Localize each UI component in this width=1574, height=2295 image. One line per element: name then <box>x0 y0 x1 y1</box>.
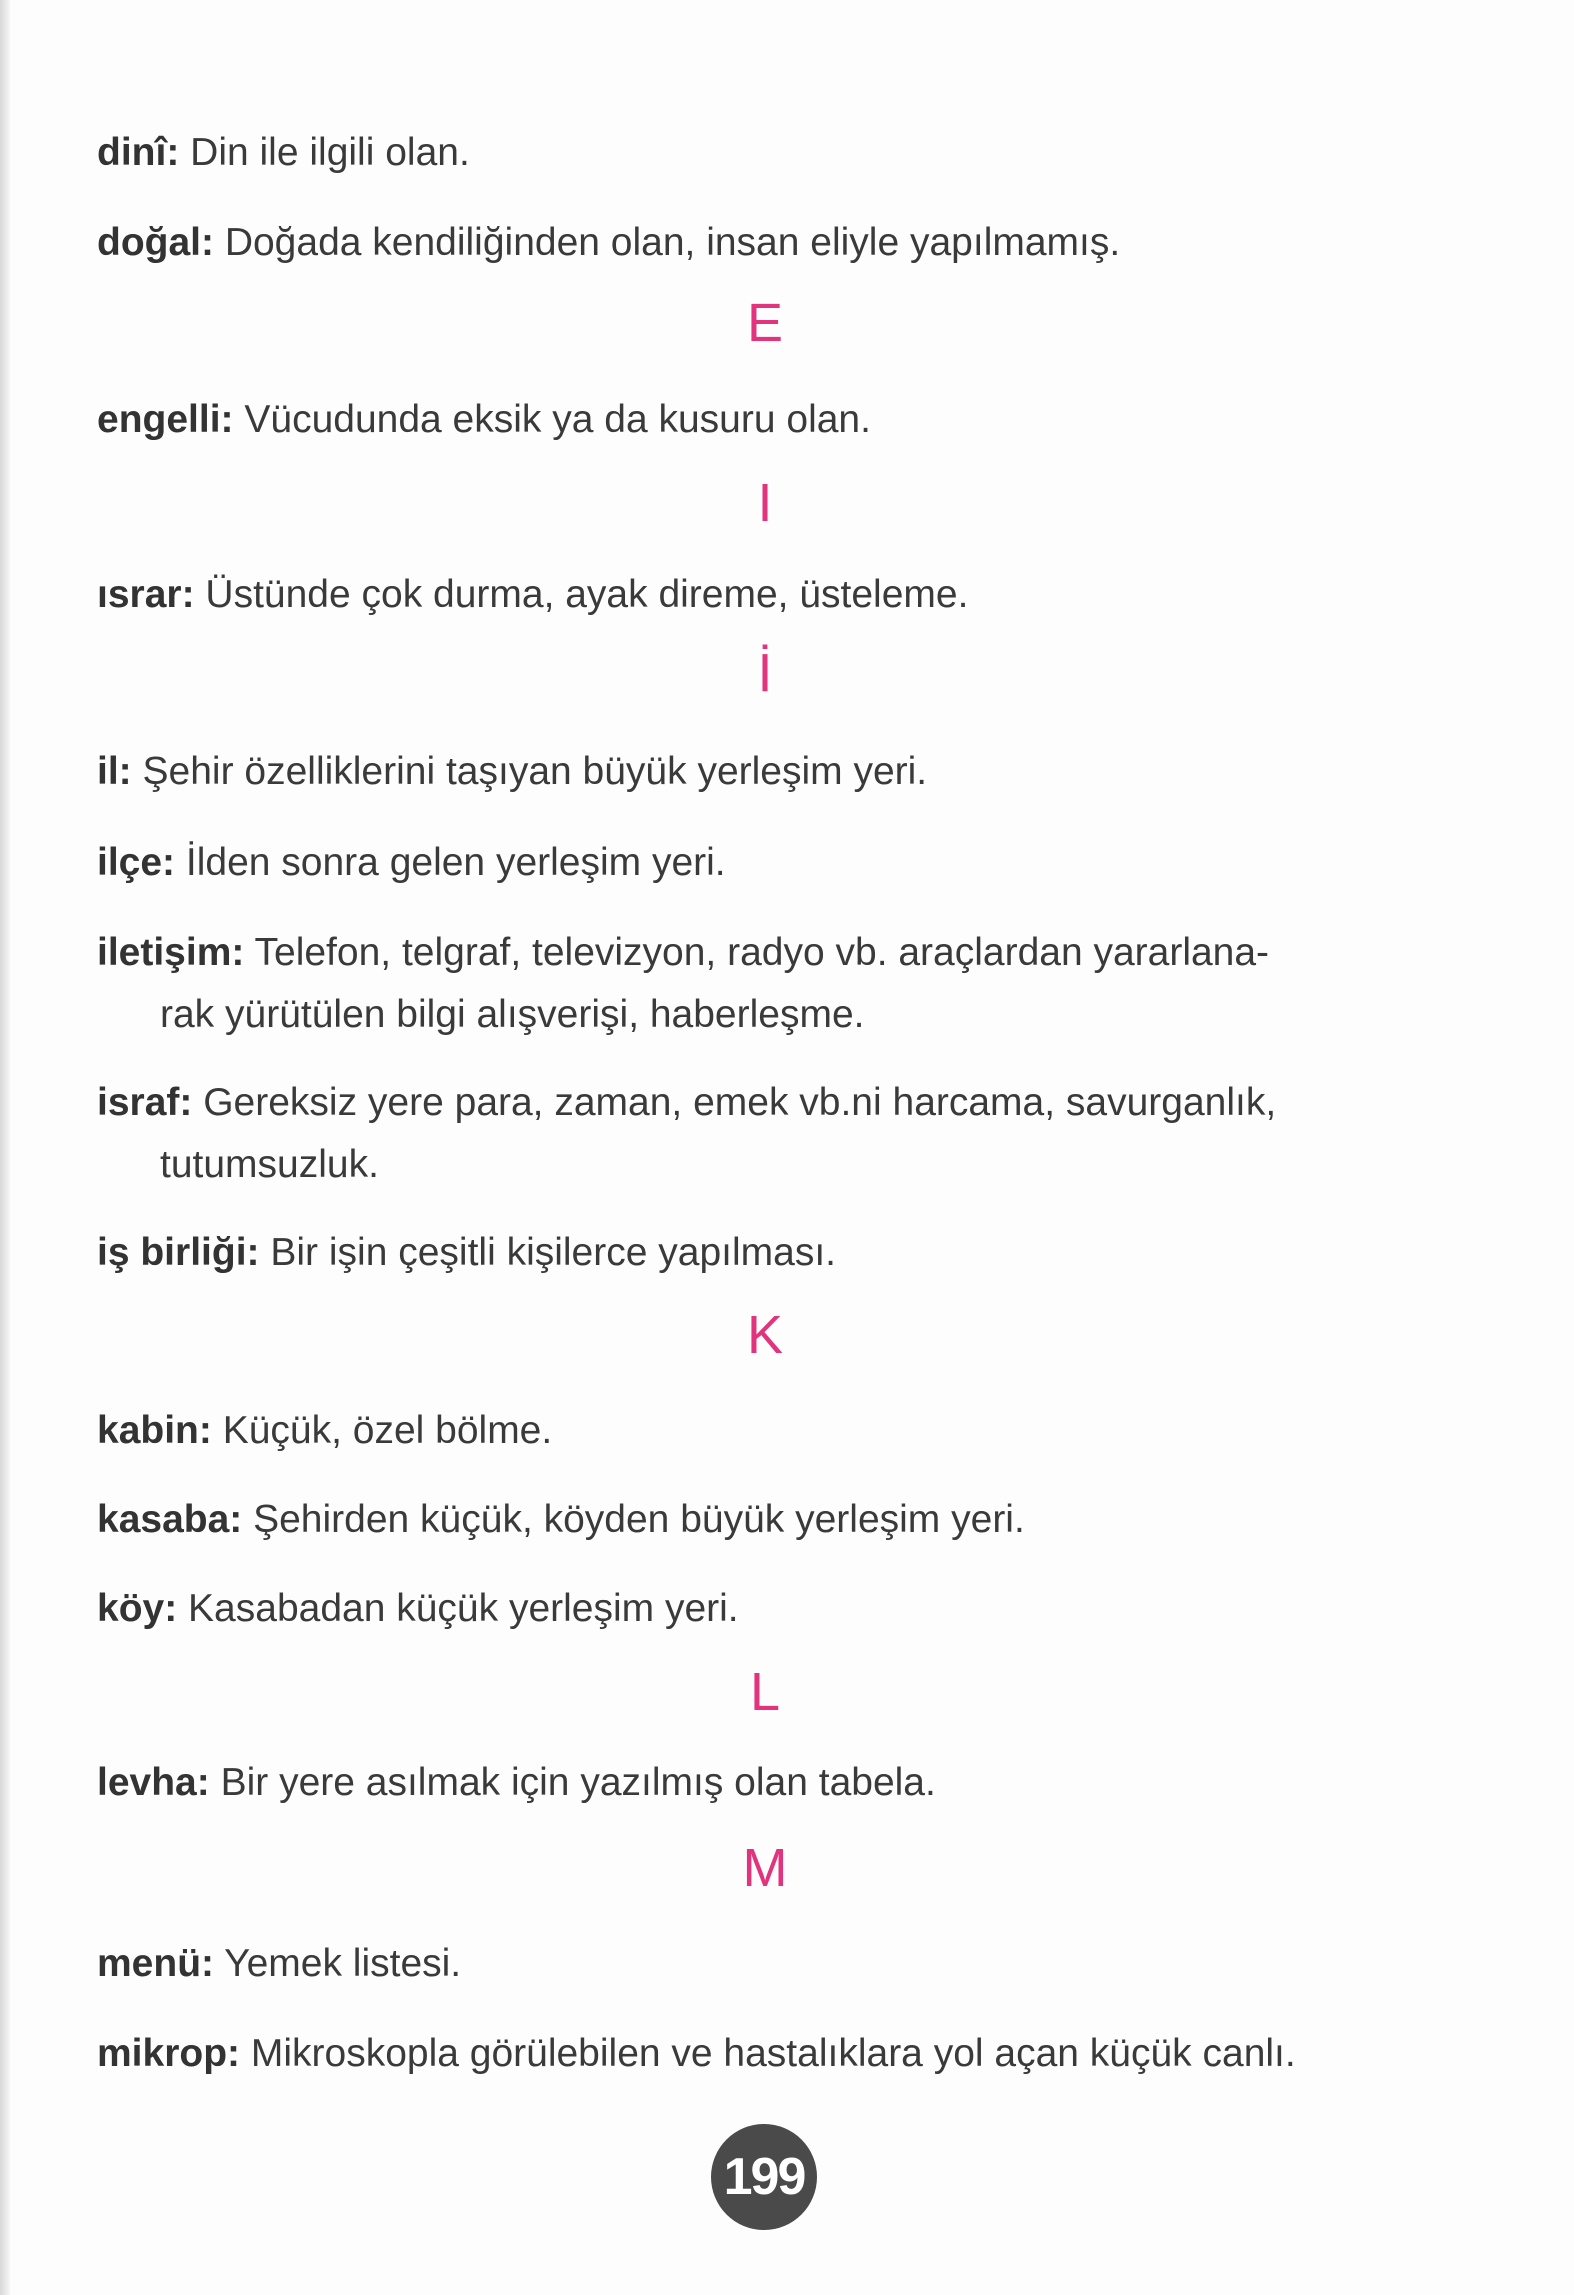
entry-term: israf: <box>97 1081 193 1124</box>
entry-definition: Bir işin çeşitli kişilerce yapılması. <box>270 1231 836 1274</box>
entry-definition: İlden sonra gelen yerleşim yeri. <box>185 841 726 884</box>
entry-definition: Şehir özelliklerini taşıyan büyük yerleşim yeri. <box>142 750 928 793</box>
entry-term: il: <box>97 750 132 793</box>
page-edge-shadow <box>0 0 10 2295</box>
entry-term: menü: <box>97 1942 214 1985</box>
glossary-entry <box>97 389 1437 451</box>
glossary-entry <box>97 122 1437 184</box>
entry-definition: Telefon, telgraf, televizyon, radyo vb. araçlardan yararlana- <box>254 931 1270 974</box>
section-letter: I <box>757 473 773 533</box>
glossary-entry <box>97 1578 1437 1640</box>
entry-definition: Üstünde çok durma, ayak direme, üsteleme. <box>205 573 969 616</box>
glossary-entry <box>97 741 1437 803</box>
entry-definition: Doğada kendiliğinden olan, insan eliyle yapılmamış. <box>224 221 1121 264</box>
entry-term: ısrar: <box>97 573 195 616</box>
glossary-entry <box>97 922 1437 1046</box>
glossary-entry <box>97 212 1437 274</box>
entry-definition: Din ile ilgili olan. <box>190 131 470 174</box>
entry-term: engelli: <box>97 398 234 441</box>
glossary-entry <box>97 1400 1437 1462</box>
entry-term: doğal: <box>97 221 214 264</box>
glossary-entry <box>97 832 1437 894</box>
entry-term: kasaba: <box>97 1498 243 1541</box>
entry-definition-continued: tutumsuzluk. <box>160 1143 379 1186</box>
page-number-badge: 199 <box>711 2124 817 2230</box>
entry-definition: Küçük, özel bölme. <box>222 1409 553 1452</box>
entry-definition-continued: rak yürütülen bilgi alışverişi, haberleşme. <box>160 993 865 1036</box>
section-letter: E <box>746 293 784 353</box>
section-letter: K <box>746 1305 784 1365</box>
entry-term: dinî: <box>97 131 180 174</box>
entry-term: iletişim: <box>97 931 245 974</box>
glossary-entry <box>97 1072 1437 1196</box>
entry-term: ilçe: <box>97 841 176 884</box>
entry-definition: Yemek listesi. <box>224 1942 462 1985</box>
glossary-entry <box>97 2023 1437 2085</box>
entry-definition: Vücudunda eksik ya da kusuru olan. <box>244 398 871 441</box>
entry-term: iş birliği: <box>97 1231 260 1274</box>
entry-term: levha: <box>97 1761 210 1804</box>
section-letter: M <box>742 1838 788 1898</box>
glossary-entry <box>97 1752 1437 1814</box>
entry-term: kabin: <box>97 1409 212 1452</box>
entry-definition: Bir yere asılmak için yazılmış olan tabela. <box>220 1761 936 1804</box>
entry-term: mikrop: <box>97 2032 241 2075</box>
entry-definition: Şehirden küçük, köyden büyük yerleşim yeri. <box>253 1498 1025 1541</box>
section-letter: İ <box>757 643 773 703</box>
entry-definition: Gereksiz yere para, zaman, emek vb.ni harcama, savurganlık, <box>203 1081 1277 1124</box>
entry-definition: Kasabadan küçük yerleşim yeri. <box>188 1587 739 1630</box>
glossary-entry <box>97 1489 1437 1551</box>
glossary-entry <box>97 1933 1437 1995</box>
entry-term: köy: <box>97 1587 178 1630</box>
glossary-entry <box>97 564 1437 626</box>
section-letter: L <box>749 1662 781 1722</box>
entry-definition: Mikroskopla görülebilen ve hastalıklara yol açan küçük canlı. <box>250 2032 1296 2075</box>
glossary-entry <box>97 1222 1437 1284</box>
